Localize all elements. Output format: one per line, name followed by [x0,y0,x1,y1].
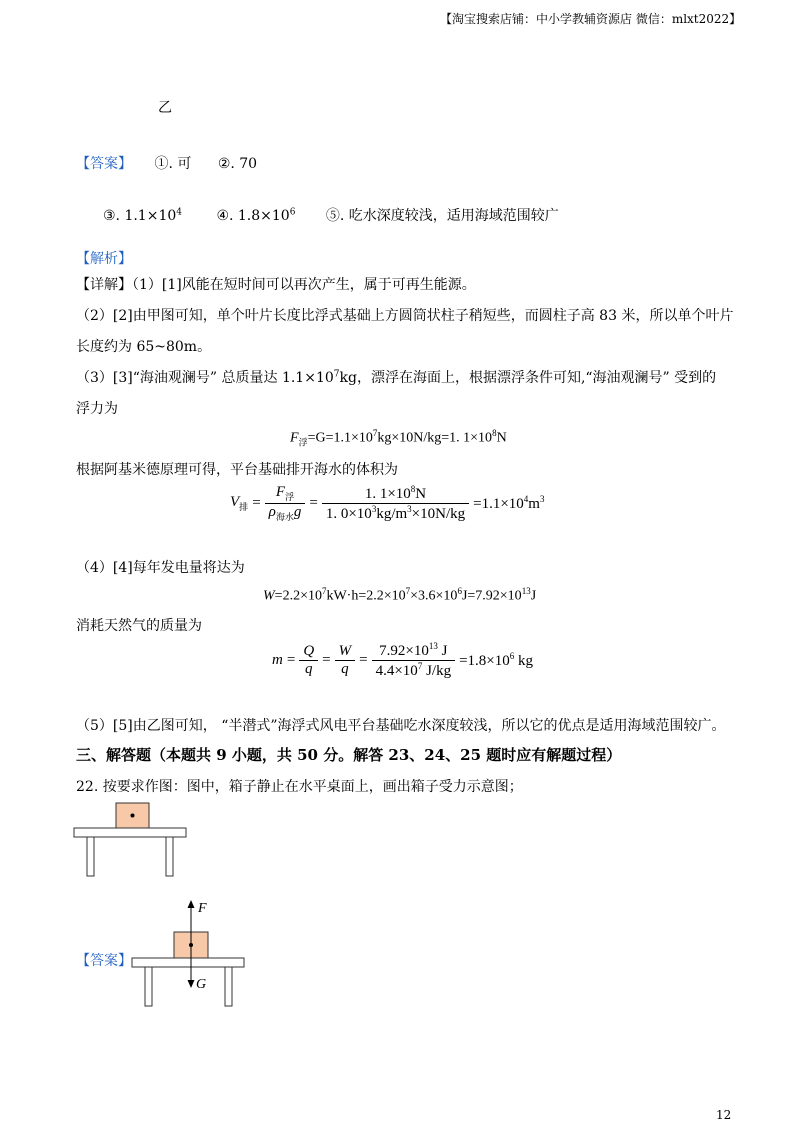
analysis-p1: 【详解】（1）[1]风能在短时间可以再次产生，属于可再生能源。 [76,277,476,293]
tabletop [132,958,244,967]
analysis-p2-line2: 长度约为 65~80m。 [76,339,212,355]
force-arrow-up-head [188,900,195,908]
q22-answer-tag: 【答案】 [76,953,132,969]
answer-row-2 [103,205,559,225]
analysis-p3-line2: 浮力为 [76,401,118,417]
force-label-F: F [198,901,207,916]
question-22: 22. 按要求作图：图中，箱子静止在水平桌面上，画出箱子受力示意图； [76,779,523,795]
answer-4: ④. $1.8\times 10^6$ [216,207,296,224]
answer-tag: 【答案】 [76,156,132,172]
table-leg-left [145,967,152,1006]
analysis-p7: （5）[5]由乙图可知， “半潜式”海浮式风电平台基础吃水深度较浅，所以它的优点是适用海域范围较广。 [76,718,726,734]
shop-header: 【淘宝搜索店铺：中小学教辅资源店 微信：mlxt2022】 [440,12,742,26]
answer-5: ⑤. 吃水深度较浅，适用海域范围较广 [325,208,559,224]
answer-2: ②. 70 [217,156,258,172]
analysis-p2-line1: （2）[2]由甲图可知，单个叶片长度比浮式基础上方圆筒状柱子稍短些，而圆柱子高 83 米，所以单个叶片 [76,308,734,324]
force-diagram [128,897,253,1012]
equation-buoyancy: $F_浮=G=1.1\times 10^7kg\times 10N/kg=1$. $1\times 10^8N$ [290,428,507,448]
table-leg-right [166,837,173,876]
tabletop [74,828,186,837]
analysis-p6: 消耗天然气的质量为 [76,618,202,634]
section-3-title: 三、解答题（本题共 9 小题，共 50 分。解答 23、24、25 题时应有解题过程） [76,746,622,764]
figure-label: 乙 [158,100,172,116]
answer-1: ①. 可 [154,156,192,172]
table-box-figure [70,800,195,880]
force-diagram-svg [128,897,253,1012]
equation-volume: $V_排$ = $\frac{F_浮}{\rho_{海水}g}$ = $\frac{1. 1\times 10^8N}{1. 0\times 10^3kg/m^3\times 10N/kg}$ $=1.1\times 10^4m^3$ [230,484,545,522]
table-leg-left [87,837,94,876]
page-number: 12 [716,1108,732,1122]
analysis-p4: 根据阿基米德原理可得，平台基础排开海水的体积为 [76,462,398,478]
analysis-p5: （4）[4]每年发电量将达为 [76,560,245,576]
analysis-tag: 【解析】 [76,251,132,267]
equation-energy: $W=2.2\times 10^7kW\cdot h=2.2\times 10^7\times 3.6\times 10^6J=7.92\times 10^{13}J$ [263,586,537,604]
box-center-dot [131,814,135,818]
force-label-G: G [196,977,207,992]
force-arrow-down-head [188,980,195,988]
answer-3: ③. $1.1\times 10^4$ [103,207,182,224]
table-leg-right [225,967,232,1006]
equation-mass: m = $\frac{Q}{q}$ = $\frac{W}{q}$ = $\frac{7.92\times 10^{13} J}{4.4\times 10^7 J/kg}$ $=1.8\times 10^6$ kg [272,641,533,679]
analysis-p3-line1: （3）[3]“海油观澜号” 总质量达 $1.1\times 10^7kg$，漂浮在海面上，根据漂浮条件可知,“海油观澜号” 受到的 [76,369,717,386]
answer-row-1 [76,153,257,173]
